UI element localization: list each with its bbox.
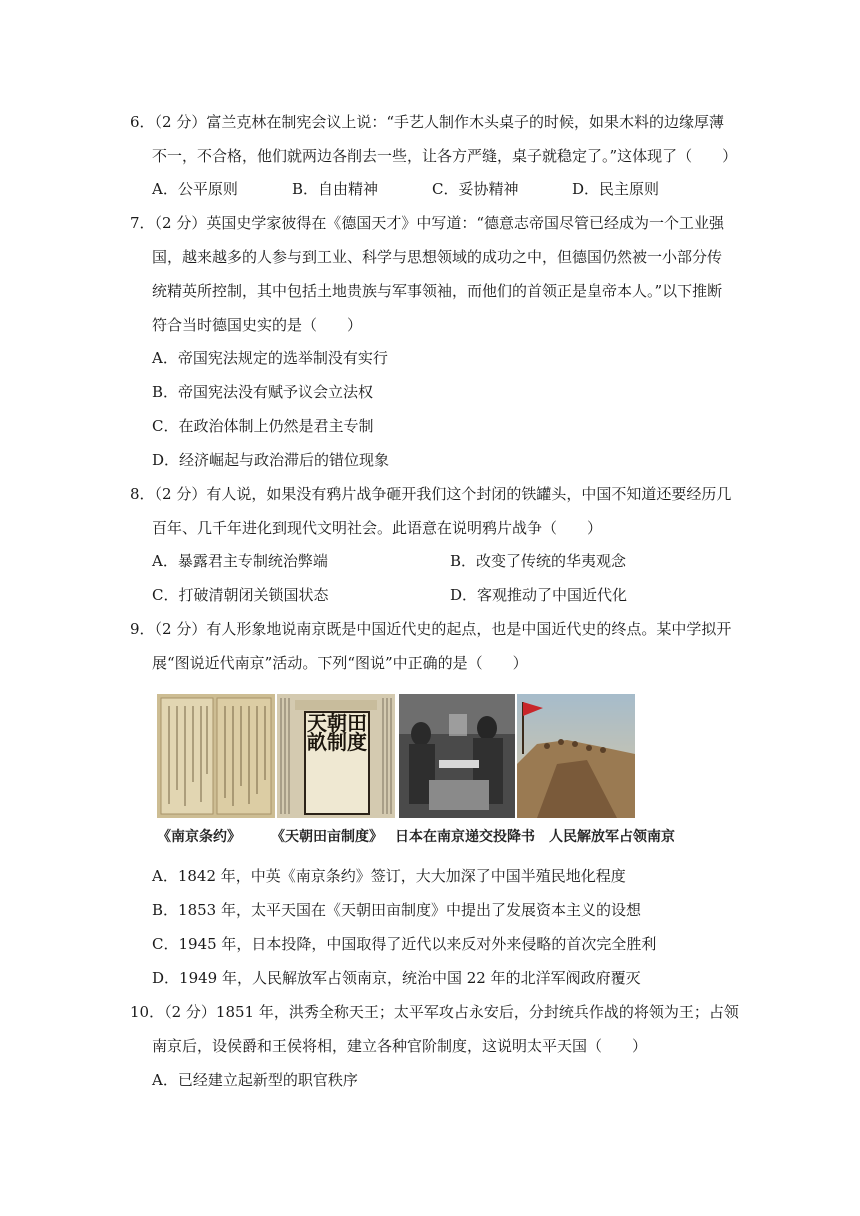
option-d: D．客观推动了中国近代化 [450,586,628,604]
question-9-text-line-1: 9．（2 分）有人形象地说南京既是中国近代史的起点，也是中国近代史的终点。某中学拟开 [130,620,732,638]
option-a: A．暴露君主专制统治弊端 [152,552,328,570]
question-7-text-line-1: 7．（2 分）英国史学家彼得在《德国天才》中写道：“德意志帝国尽管已经成为一个工业强 [130,214,725,232]
question-7-option-b: B．帝国宪法没有赋予议会立法权 [152,383,374,401]
question-7-text-line-4: 符合当时德国史实的是（ ） [152,316,363,334]
caption-land-system: 《天朝田亩制度》 [271,829,383,845]
question-7-option-a: A．帝国宪法规定的选举制没有实行 [152,349,388,367]
japan-surrender-photo [399,694,515,818]
figure-captions [157,826,697,846]
question-6-options [152,179,712,199]
question-7-text-line-2: 国，越来越多的人参与到工业、科学与思想领域的成功之中，但德国仍然被一小部分传 [152,248,723,266]
option-c: C．打破清朝闭关锁国状态 [152,586,329,604]
treaty-of-nanjing-image [157,694,275,818]
question-8-text-line-2: 百年、几千年进化到现代文明社会。此语意在说明鸦片战争（ ） [152,519,603,537]
question-10-option-a: A．已经建立起新型的职官秩序 [152,1071,358,1089]
heavenly-kingdom-land-system-image [277,694,395,818]
question-7-option-c: C．在政治体制上仍然是君主专制 [152,417,374,435]
question-7-text-line-3: 统精英所控制，其中包括土地贵族与军事领袖，而他们的首领正是皇帝本人。”以下推断 [152,282,723,300]
option-d: D．民主原则 [572,180,660,198]
question-9-text-line-2: 展“图说近代南京”活动。下列“图说”中正确的是（ ） [152,654,528,672]
question-9-option-c: C．1945 年，日本投降，中国取得了近代以来反对外来侵略的首次完全胜利 [152,935,657,953]
option-b: B．自由精神 [292,180,379,198]
question-7-option-d: D．经济崛起与政治滞后的错位现象 [152,451,390,469]
pla-occupies-nanjing-image [517,694,635,818]
question-6-text-line-1: 6．（2 分）富兰克林在制宪会议上说：“手艺人制作木头桌子的时候，如果木料的边缘厚薄 [130,113,725,131]
question-10-text-line-1: 10．（2 分）1851 年，洪秀全称天王；太平军攻占永安后，分封统兵作战的将领为王；占领 [130,1003,739,1021]
option-b: B．改变了传统的华夷观念 [450,552,627,570]
caption-treaty-of-nanjing: 《南京条约》 [157,829,241,845]
option-a: A．公平原则 [152,180,238,198]
historical-images-figure [157,694,635,818]
option-c: C．妥协精神 [432,180,519,198]
question-8-options-row-2 [152,585,752,605]
question-6-text-line-2: 不一，不合格，他们就两边各削去一些，让各方严缝，桌子就稳定了。”这体现了（ ） [152,147,738,165]
caption-japan-surrender: 日本在南京递交投降书 [395,829,535,845]
question-9-option-d: D．1949 年，人民解放军占领南京，统治中国 22 年的北洋军阀政府覆灭 [152,969,641,987]
caption-pla-nanjing: 人民解放军占领南京 [549,829,675,845]
question-9-option-b: B．1853 年，太平天国在《天朝田亩制度》中提出了发展资本主义的设想 [152,901,641,919]
question-10-text-line-2: 南京后，设侯爵和王侯将相，建立各种官阶制度，这说明太平天国（ ） [152,1037,648,1055]
book-cover-title: 天朝田畝制度 [307,711,367,754]
question-9-option-a: A．1842 年，中英《南京条约》签订，大大加深了中国半殖民地化程度 [152,867,626,885]
question-8-text-line-1: 8．（2 分）有人说，如果没有鸦片战争砸开我们这个封闭的铁罐头，中国不知道还要经历几 [130,485,732,503]
question-8-options-row-1 [152,551,752,571]
